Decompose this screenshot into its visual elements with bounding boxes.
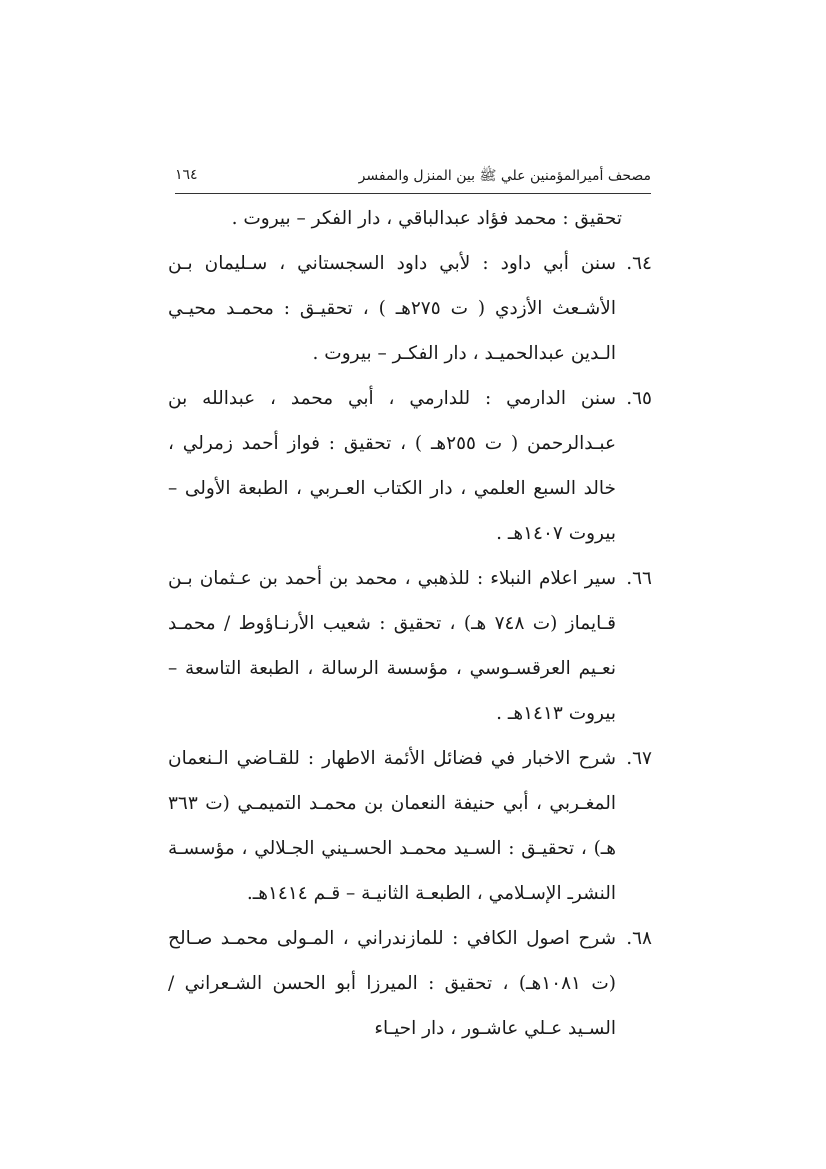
entry-text: سنن الدارمي : للدارمي ، أبي محمد ، عبدالله بن عبـدالرحمن ( ت ٢٥٥هـ ) ، تحقيق : فواز أحمد زمرلي ، خالد السبع العلمي ، دار الكتاب العـربي ، الطبعة الأولى – بيروت ١٤٠٧هـ . — [168, 388, 616, 544]
entry-text: سنن أبي داود : لأبي داود السجستاني ، سـليمان بـن الأشـعث الأزدي ( ت ٢٧٥هـ ) ، تحقيـق : محمـد محيـي الـدين عبدالحميـد ، دار الفكـر – بيروت . — [168, 253, 616, 364]
entry-text: سير اعلام النبلاء : للذهبي ، محمد بن أحمد بن عـثمان بـن قـايماز (ت ٧٤٨ هـ) ، تحقيق : شعيب الأرنـاؤوط / محمـد نعـيم العرقسـوسي ، مؤسسة الرسالة ، الطبعة التاسعة – بيروت ١٤١٣هـ . — [168, 568, 616, 724]
entry-number: ٦٤. — [626, 253, 652, 274]
header-rule — [175, 193, 651, 194]
page-number: ١٦٤ — [175, 167, 198, 183]
entry-number: ٦٨. — [626, 928, 652, 949]
entry-number: ٦٦. — [626, 568, 652, 589]
bibliography-entry-68 — [168, 916, 652, 1051]
entry-text: شرح الاخبار في فضائل الأئمة الاطهار : للقـاضي الـنعمان المغـربي ، أبي حنيفة النعمان بن محمـد التميمـي (ت ٣٦٣ هـ) ، تحقيـق : السـيد محمـد الحسـيني الجـلالي ، مؤسسـة النشرـ الإسـلامي ، الطبعـة الثانيـة – قـم ١٤١٤هـ. — [168, 748, 616, 904]
bibliography-list — [168, 196, 652, 1051]
bibliography-entry-66 — [168, 556, 652, 736]
entry-number: ٦٧. — [626, 748, 652, 769]
running-header — [175, 162, 651, 194]
entry-text: شرح اصول الكافي : للمازندراني ، المـولى محمـد صـالح (ت ١٠٨١هـ) ، تحقيق : الميرزا أبو الحسن الشـعراني / السـيد عـلي عاشـور ، دار احيـاء — [168, 928, 616, 1039]
header-title: مصحف أميرالمؤمنين علي ﷺ بين المنزل والمفسر — [358, 168, 651, 184]
bibliography-entry-64 — [168, 241, 652, 376]
bibliography-entry-67 — [168, 736, 652, 916]
bibliography-entry-65 — [168, 376, 652, 556]
entry-number: ٦٥. — [626, 388, 652, 409]
continuation-text: تحقيق : محمد فؤاد عبدالباقي ، دار الفكر – بيروت . — [231, 208, 622, 229]
